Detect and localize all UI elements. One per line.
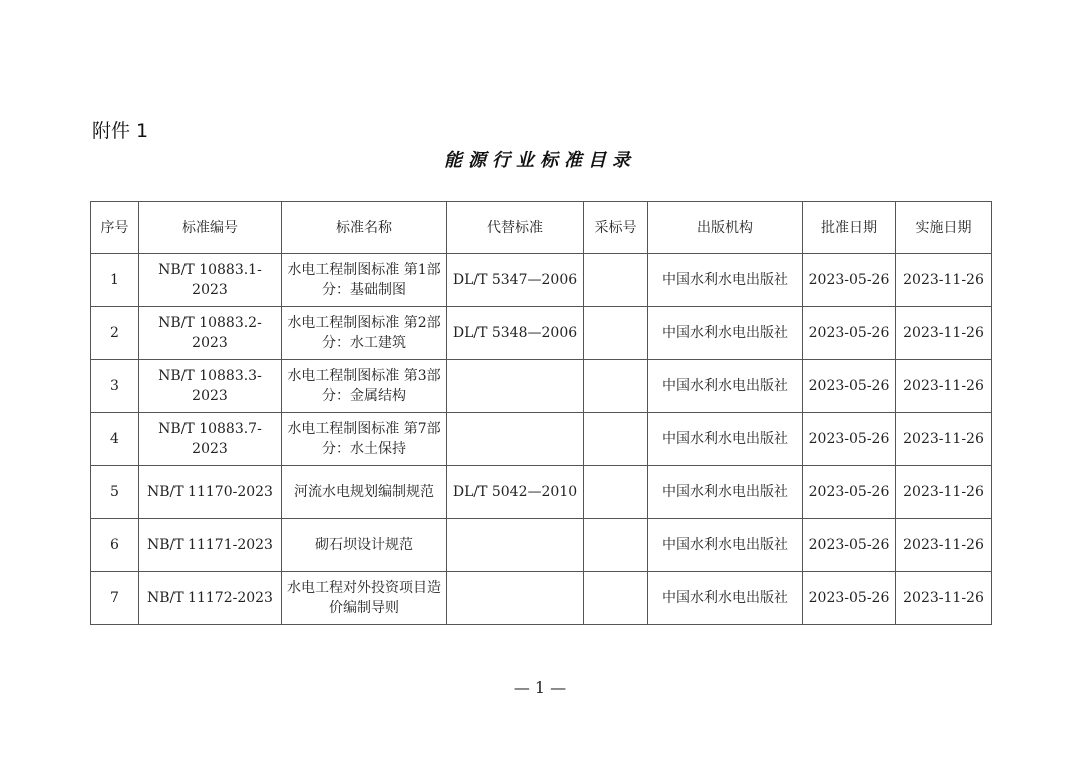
standards-table bbox=[90, 201, 992, 625]
cell-approval-date: 2023-05-26 bbox=[803, 254, 896, 307]
cell-approval-date: 2023-05-26 bbox=[803, 572, 896, 625]
cell-publisher: 中国水利水电出版社 bbox=[648, 307, 803, 360]
cell-index: 7 bbox=[91, 572, 139, 625]
cell-index: 5 bbox=[91, 466, 139, 519]
cell-publisher: 中国水利水电出版社 bbox=[648, 254, 803, 307]
cell-std-number: NB/T 11171-2023 bbox=[139, 519, 282, 572]
cell-index: 4 bbox=[91, 413, 139, 466]
cell-publisher: 中国水利水电出版社 bbox=[648, 360, 803, 413]
cell-replaces: DL/T 5042—2010 bbox=[447, 466, 584, 519]
page-number: — 1 — bbox=[513, 678, 567, 697]
cell-std-number: NB/T 11172-2023 bbox=[139, 572, 282, 625]
header-cell-publisher: 出版机构 bbox=[648, 202, 803, 254]
table-row bbox=[91, 572, 992, 625]
cell-effective-date: 2023-11-26 bbox=[896, 360, 992, 413]
cell-replaces: DL/T 5348—2006 bbox=[447, 307, 584, 360]
cell-std-name: 水电工程对外投资项目造价编制导则 bbox=[282, 572, 447, 625]
cell-replaces bbox=[447, 360, 584, 413]
document-title: 能源行业标准目录 bbox=[444, 150, 636, 171]
header-cell-adopted-no: 采标号 bbox=[584, 202, 648, 254]
cell-index: 3 bbox=[91, 360, 139, 413]
table-row bbox=[91, 413, 992, 466]
table-header bbox=[91, 202, 992, 254]
cell-replaces: DL/T 5347—2006 bbox=[447, 254, 584, 307]
header-cell-index: 序号 bbox=[91, 202, 139, 254]
cell-effective-date: 2023-11-26 bbox=[896, 307, 992, 360]
cell-approval-date: 2023-05-26 bbox=[803, 519, 896, 572]
header-cell-effective-date: 实施日期 bbox=[896, 202, 992, 254]
table-row bbox=[91, 519, 992, 572]
cell-adopted-no bbox=[584, 572, 648, 625]
cell-replaces bbox=[447, 519, 584, 572]
cell-approval-date: 2023-05-26 bbox=[803, 307, 896, 360]
cell-effective-date: 2023-11-26 bbox=[896, 466, 992, 519]
cell-std-name: 砌石坝设计规范 bbox=[282, 519, 447, 572]
cell-adopted-no bbox=[584, 360, 648, 413]
cell-adopted-no bbox=[584, 254, 648, 307]
cell-replaces bbox=[447, 572, 584, 625]
cell-effective-date: 2023-11-26 bbox=[896, 254, 992, 307]
cell-std-number: NB/T 10883.3-2023 bbox=[139, 360, 282, 413]
cell-effective-date: 2023-11-26 bbox=[896, 413, 992, 466]
cell-std-name: 水电工程制图标准 第1部分：基础制图 bbox=[282, 254, 447, 307]
table-row bbox=[91, 254, 992, 307]
cell-adopted-no bbox=[584, 466, 648, 519]
cell-publisher: 中国水利水电出版社 bbox=[648, 519, 803, 572]
cell-replaces bbox=[447, 413, 584, 466]
cell-adopted-no bbox=[584, 519, 648, 572]
cell-std-name: 水电工程制图标准 第7部分：水土保持 bbox=[282, 413, 447, 466]
table-row bbox=[91, 466, 992, 519]
cell-effective-date: 2023-11-26 bbox=[896, 519, 992, 572]
cell-std-number: NB/T 10883.2-2023 bbox=[139, 307, 282, 360]
table-row bbox=[91, 360, 992, 413]
header-cell-approval-date: 批准日期 bbox=[803, 202, 896, 254]
cell-std-number: NB/T 11170-2023 bbox=[139, 466, 282, 519]
cell-approval-date: 2023-05-26 bbox=[803, 413, 896, 466]
cell-std-number: NB/T 10883.7-2023 bbox=[139, 413, 282, 466]
cell-index: 6 bbox=[91, 519, 139, 572]
attachment-label: 附件 1 bbox=[92, 120, 149, 142]
cell-approval-date: 2023-05-26 bbox=[803, 360, 896, 413]
header-row bbox=[91, 202, 992, 254]
cell-adopted-no bbox=[584, 307, 648, 360]
header-cell-std-number: 标准编号 bbox=[139, 202, 282, 254]
cell-std-number: NB/T 10883.1-2023 bbox=[139, 254, 282, 307]
cell-std-name: 河流水电规划编制规范 bbox=[282, 466, 447, 519]
cell-adopted-no bbox=[584, 413, 648, 466]
cell-index: 2 bbox=[91, 307, 139, 360]
table-body bbox=[91, 254, 992, 625]
cell-publisher: 中国水利水电出版社 bbox=[648, 572, 803, 625]
cell-approval-date: 2023-05-26 bbox=[803, 466, 896, 519]
cell-effective-date: 2023-11-26 bbox=[896, 572, 992, 625]
header-cell-std-name: 标准名称 bbox=[282, 202, 447, 254]
table-row bbox=[91, 307, 992, 360]
cell-index: 1 bbox=[91, 254, 139, 307]
header-cell-replaces: 代替标准 bbox=[447, 202, 584, 254]
cell-std-name: 水电工程制图标准 第2部分：水工建筑 bbox=[282, 307, 447, 360]
cell-publisher: 中国水利水电出版社 bbox=[648, 413, 803, 466]
cell-publisher: 中国水利水电出版社 bbox=[648, 466, 803, 519]
cell-std-name: 水电工程制图标准 第3部分：金属结构 bbox=[282, 360, 447, 413]
